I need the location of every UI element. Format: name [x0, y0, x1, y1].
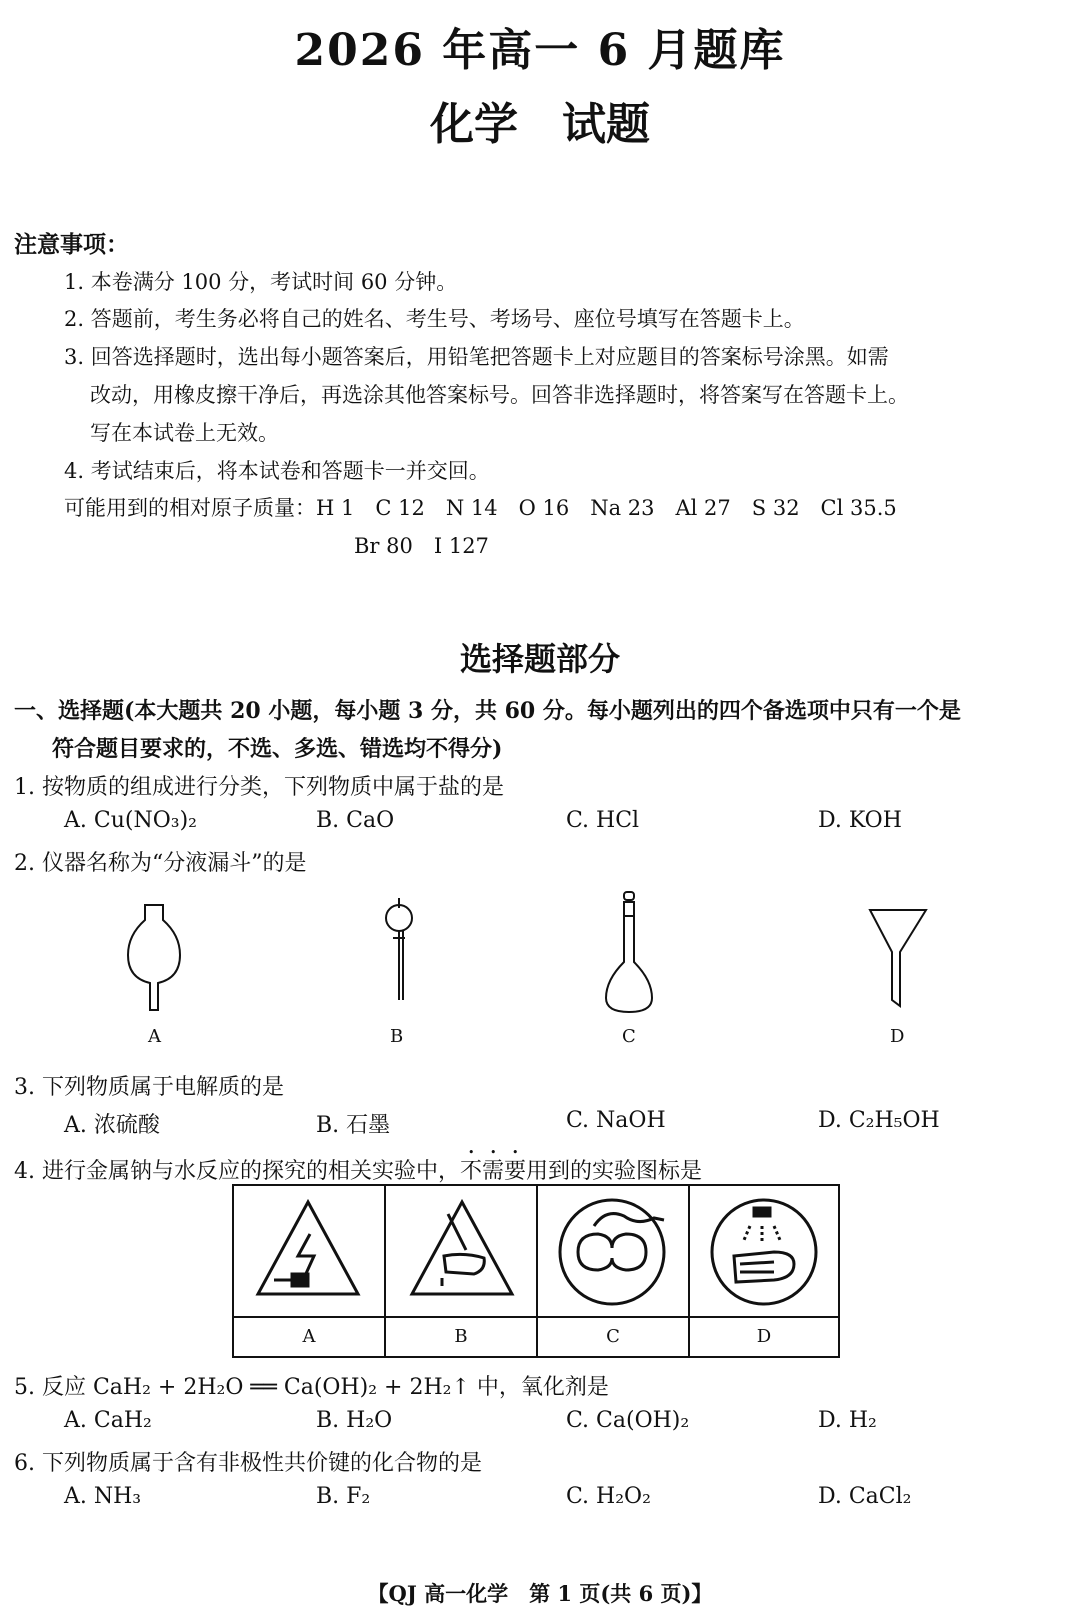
notice-item-3-cont: 改动，用橡皮擦干净后，再选涂其他答案标号。回答非选择题时，将答案写在答题卡上。	[90, 383, 909, 407]
part1-heading: 一、选择题(本大题共 20 小题，每小题 3 分，共 60 分。每小题列出的四个备选项中只有一个是	[14, 698, 961, 724]
notice-item-2: 2. 答题前，考生务必将自己的姓名、考生号、考场号、座位号填写在答题卡上。	[64, 307, 805, 331]
notice-heading: 注意事项：	[14, 231, 129, 258]
q6-option-d: D. CaCl₂	[818, 1484, 912, 1509]
q6-option-c: C. H₂O₂	[566, 1484, 651, 1509]
atomic-masses-line1: 可能用到的相对原子质量：H 1 C 12 N 14 O 16 Na 23 Al 27 S 32 Cl 35.5	[64, 496, 897, 520]
q3-option-c: C. NaOH	[566, 1108, 666, 1133]
q3-option-d: D. C₂H₅OH	[818, 1108, 940, 1133]
notice-item-3: 3. 回答选择题时，选出每小题答案后，用铅笔把答题卡上对应题目的答案标号涂黑。如需	[64, 345, 889, 369]
apparatus-b-icon	[386, 898, 412, 1000]
q1-option-c: C. HCl	[566, 808, 640, 833]
apparatus-d-icon	[870, 910, 926, 1006]
q6-option-b: B. F₂	[316, 1484, 371, 1509]
notice-item-3-cont2: 写在本试卷上无效。	[90, 421, 279, 445]
q1-stem: 1. 按物质的组成进行分类，下列物质中属于盐的是	[14, 775, 504, 800]
q4-label-a: A	[302, 1326, 316, 1347]
apparatus-a-icon	[128, 905, 180, 1010]
part1-heading-cont: 符合题目要求的，不选、多选、错选均不得分)	[52, 736, 503, 762]
section-title: 选择题部分	[459, 640, 620, 678]
q2-label-d: D	[890, 1026, 905, 1047]
q2-label-a: A	[148, 1026, 161, 1047]
q4-stem-post: 用到的实验图标是	[526, 1159, 703, 1184]
q4-icons	[234, 1186, 838, 1316]
q1-option-a: A. Cu(NO₃)₂	[64, 808, 197, 833]
q5-option-a: A. CaH₂	[64, 1408, 152, 1433]
exam-title: 2026 年高一 6 月题库	[294, 25, 786, 76]
q4-stem	[14, 1146, 702, 1185]
page-footer: 【QJ 高一化学 第 1 页(共 6 页)】	[367, 1581, 713, 1606]
q6-option-a: A. NH₃	[64, 1484, 142, 1509]
q3-option-b: B. 石墨	[316, 1113, 391, 1138]
notice-item-1: 1. 本卷满分 100 分，考试时间 60 分钟。	[64, 270, 458, 294]
q3-stem: 3. 下列物质属于电解质的是	[14, 1075, 284, 1100]
q4-label-b: B	[454, 1326, 468, 1347]
hand-wash-icon	[712, 1200, 816, 1304]
q2-apparatus-figure	[0, 880, 1080, 1060]
q4-label-d: D	[756, 1326, 772, 1347]
q4-label-c: C	[606, 1326, 620, 1347]
notice-item-4: 4. 考试结束后，将本试卷和答题卡一并交回。	[64, 459, 490, 483]
q3-option-a: A. 浓硫酸	[64, 1113, 160, 1138]
goggles-icon	[560, 1200, 664, 1304]
electric-hazard-icon	[258, 1202, 358, 1294]
q4-stem-pre: 4. 进行金属钠与水反应的探究的相关实验中，	[14, 1159, 460, 1184]
q2-stem: 2. 仪器名称为“分液漏斗”的是	[14, 851, 307, 876]
atomic-masses-line2: Br 80 I 127	[354, 534, 489, 558]
apparatus-c-icon	[606, 892, 652, 1012]
q5-stem: 5. 反应 CaH₂ + 2H₂O ══ Ca(OH)₂ + 2H₂↑ 中，氧化剂是	[14, 1375, 609, 1400]
q2-label-c: C	[622, 1026, 636, 1047]
q1-option-b: B. CaO	[316, 808, 395, 833]
q1-option-d: D. KOH	[818, 808, 902, 833]
q4-icon-table	[232, 1184, 840, 1358]
q4-stem-emphasis: 不需要	[460, 1159, 527, 1184]
q5-option-b: B. H₂O	[316, 1408, 393, 1433]
q5-option-c: C. Ca(OH)₂	[566, 1408, 690, 1433]
sharp-object-icon	[412, 1202, 512, 1294]
q2-label-b: B	[390, 1026, 404, 1047]
q5-option-d: D. H₂	[818, 1408, 877, 1433]
exam-subtitle: 化学 试题	[430, 99, 650, 150]
q6-stem: 6. 下列物质属于含有非极性共价键的化合物的是	[14, 1451, 482, 1476]
